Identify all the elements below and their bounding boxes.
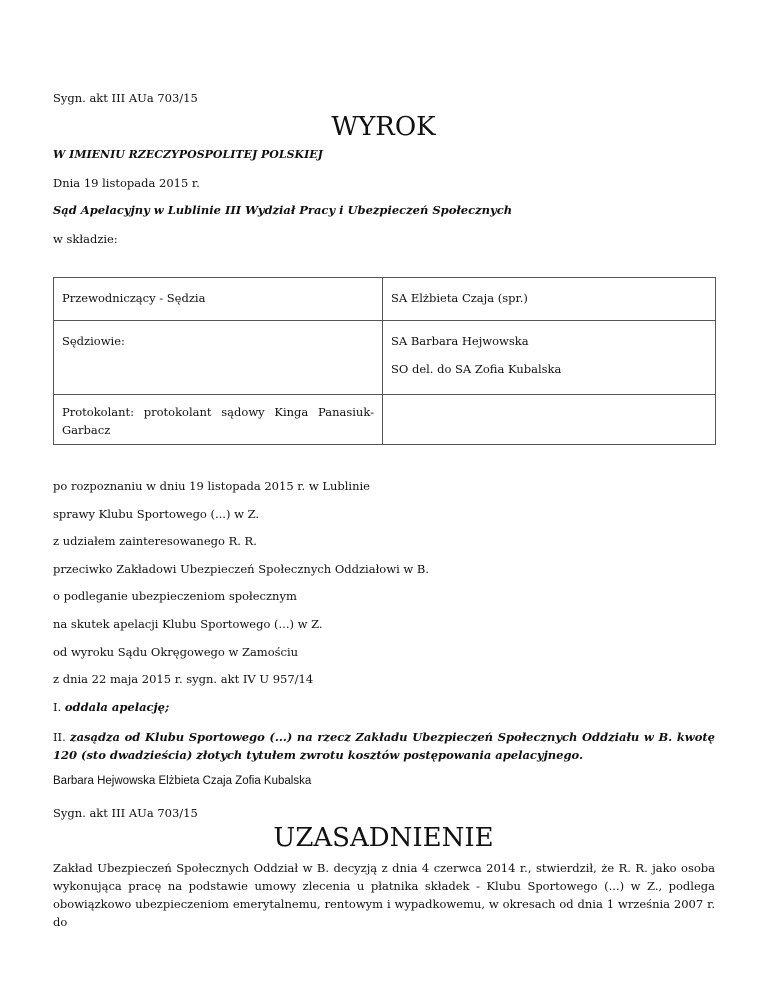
case-line: o podleganie ubezpieczeniom społecznym bbox=[53, 589, 297, 603]
case-line: z dnia 22 maja 2015 r. sygn. akt IV U 957/14 bbox=[53, 672, 314, 686]
justification-title: UZASADNIENIE bbox=[273, 823, 494, 853]
composition-intro: w składzie: bbox=[53, 232, 118, 246]
court-name: Sąd Apelacyjny w Lublinie III Wydział Pracy i Ubezpieczeń Społecznych bbox=[53, 203, 513, 217]
presiding-label: Przewodniczący - Sędzia bbox=[62, 291, 206, 305]
empty-cell bbox=[383, 395, 716, 445]
case-line: przeciwko Zakładowi Ubezpieczeń Społecznych Oddziałowi w B. bbox=[53, 562, 430, 576]
judges-label: Sędziowie: bbox=[62, 334, 125, 348]
case-line: na skutek apelacji Klubu Sportowego (...) w Z. bbox=[53, 617, 323, 631]
composition-table bbox=[53, 277, 716, 445]
clerk-cell bbox=[54, 395, 383, 445]
judges-label-cell bbox=[54, 321, 383, 395]
case-line: sprawy Klubu Sportowego (...) w Z. bbox=[53, 507, 260, 521]
ruling-item-2-number: II. bbox=[53, 730, 66, 744]
justification-case-number: Sygn. akt III AUa 703/15 bbox=[53, 806, 198, 820]
case-line: po rozpoznaniu w dniu 19 listopada 2015 r. w Lublinie bbox=[53, 479, 370, 493]
judges-value-cell bbox=[383, 321, 716, 395]
ruling-item-2-text: zasądza od Klubu Sportowego (...) na rzecz Zakładu Ubezpieczeń Społecznych Oddziału w B. kwotę 120 (sto dwadzieścia) złotych tytułem zwrotu kosztów postępowania apelacyjnego. bbox=[53, 730, 715, 762]
presiding-value-cell bbox=[383, 278, 716, 321]
ruling-item-2 bbox=[53, 728, 715, 764]
presiding-judge: SA Elżbieta Czaja (spr.) bbox=[391, 291, 528, 305]
presiding-label-cell bbox=[54, 278, 383, 321]
document-subtitle: W IMIENIU RZECZYPOSPOLITEJ POLSKIEJ bbox=[53, 148, 323, 161]
ruling-item-1-number: I. bbox=[53, 700, 62, 714]
judge-1: SA Barbara Hejwowska bbox=[391, 334, 529, 348]
case-line: od wyroku Sądu Okręgowego w Zamościu bbox=[53, 645, 299, 659]
judge-2: SO del. do SA Zofia Kubalska bbox=[391, 362, 562, 376]
case-line: z udziałem zainteresowanego R. R. bbox=[53, 534, 257, 548]
document-title: WYROK bbox=[331, 112, 436, 142]
ruling-item-1 bbox=[53, 700, 169, 714]
ruling-item-1-text: oddala apelację; bbox=[64, 700, 170, 714]
justification-paragraph: Zakład Ubezpieczeń Społecznych Oddział w B. decyzją z dnia 4 czerwca 2014 r., stwierdził, że R. R. jako osoba wykonująca pracę na podstawie umowy zlecenia u płatnika składek - Klubu Sportowego (...) w Z., podlega obowiązkowo ubezpieczeniom emerytalnemu, rentowym i wypadkowemu, w okresach od dnia 1 września 2007 r. do bbox=[53, 861, 715, 929]
case-number: Sygn. akt III AUa 703/15 bbox=[53, 91, 198, 105]
clerk-text: Protokolant: protokolant sądowy Kinga Panasiuk-Garbacz bbox=[62, 405, 374, 437]
ruling-date: Dnia 19 listopada 2015 r. bbox=[53, 176, 200, 190]
judge-signatures: Barbara Hejwowska Elżbieta Czaja Zofia Kubalska bbox=[53, 775, 312, 787]
